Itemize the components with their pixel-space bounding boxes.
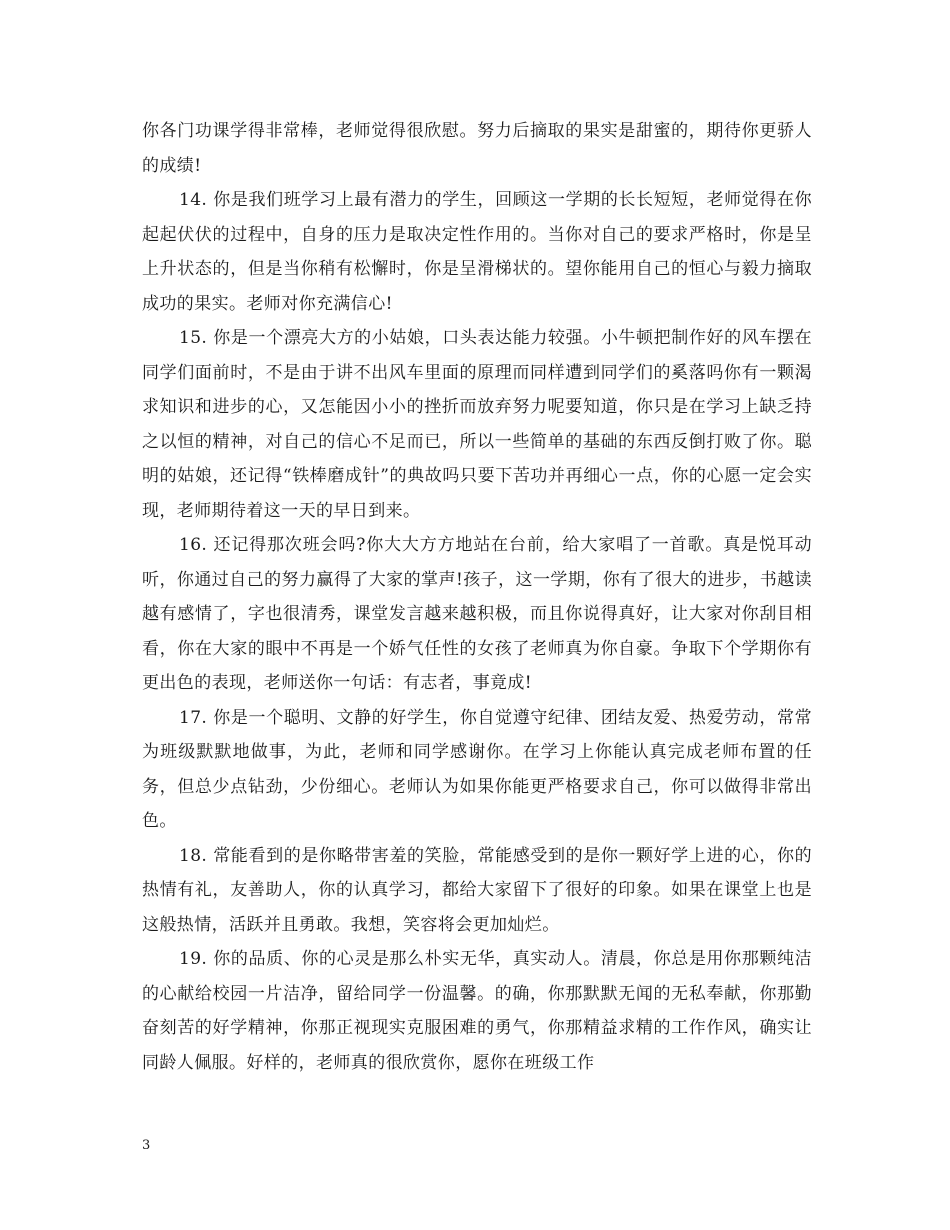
paragraph-17: 17. 你是一个聪明、文静的好学生，你自觉遵守纪律、团结友爱、热爱劳动，常常为班级默默地做事，为此，老师和同学感谢你。在学习上你能认真完成老师布置的任务，但总少点钻劲，少份细心。老师认为如果你能更严格要求自己，你可以做得非常出色。 xyxy=(142,707,812,831)
paragraph-16: 16. 还记得那次班会吗?你大大方方地站在台前，给大家唱了一首歌。真是悦耳动听，你通过自己的努力赢得了大家的掌声!孩子，这一学期，你有了很大的进步，书越读越有感情了，字也很清秀，课堂发言越来越积极，而且你说得真好，让大家对你刮目相看，你在大家的眼中不再是一个娇气任性的女孩了老师真为你自豪。争取下个学期你有更出色的表现，老师送你一句话：有志者，事竟成! xyxy=(142,535,812,693)
paragraph-19: 19. 你的品质、你的心灵是那么朴实无华，真实动人。清晨，你总是用你那颗纯洁的心献给校园一片洁净，留给同学一份温馨。的确，你那默默无闻的无私奉献，你那勤奋刻苦的好学精神，你那正视现实克服困难的勇气，你那精益求精的工作作风，确实让同龄人佩服。好样的，老师真的很欣赏你，愿你在班级工作 xyxy=(142,949,812,1073)
page-number: 3 xyxy=(142,1138,151,1153)
paragraph-14: 14. 你是我们班学习上最有潜力的学生，回顾这一学期的长长短短，老师觉得在你起起伏伏的过程中，自身的压力是取决定性作用的。当你对自己的要求严格时，你是呈上升状态的，但是当你稍有松懈时，你是呈滑梯状的。望你能用自己的恒心与毅力摘取成功的果实。老师对你充满信心! xyxy=(142,190,812,314)
paragraph-continued: 你各门功课学得非常棒，老师觉得很欣慰。努力后摘取的果实是甜蜜的，期待你更骄人的成绩! xyxy=(142,121,812,176)
paragraph-15: 15. 你是一个漂亮大方的小姑娘，口头表达能力较强。小牛顿把制作好的风车摆在同学们面前时，不是由于讲不出风车里面的原理而同样遭到同学们的奚落吗你有一颗渴求知识和进步的心，又怎能因小小的挫折而放弃努力呢要知道，你只是在学习上缺乏持之以恒的精神，对自己的信心不足而已，所以一些简单的基础的东西反倒打败了你。聪明的姑娘，还记得“铁棒磨成针”的典故吗只要下苦功并再细心一点，你的心愿一定会实现，老师期待着这一天的早日到来。 xyxy=(142,328,812,521)
document-body xyxy=(142,114,812,1080)
paragraph-18: 18. 常能看到的是你略带害羞的笑脸，常能感受到的是你一颗好学上进的心，你的热情有礼，友善助人，你的认真学习，都给大家留下了很好的印象。如果在课堂上也是这般热情，活跃并且勇敢。我想，笑容将会更加灿烂。 xyxy=(142,845,812,935)
